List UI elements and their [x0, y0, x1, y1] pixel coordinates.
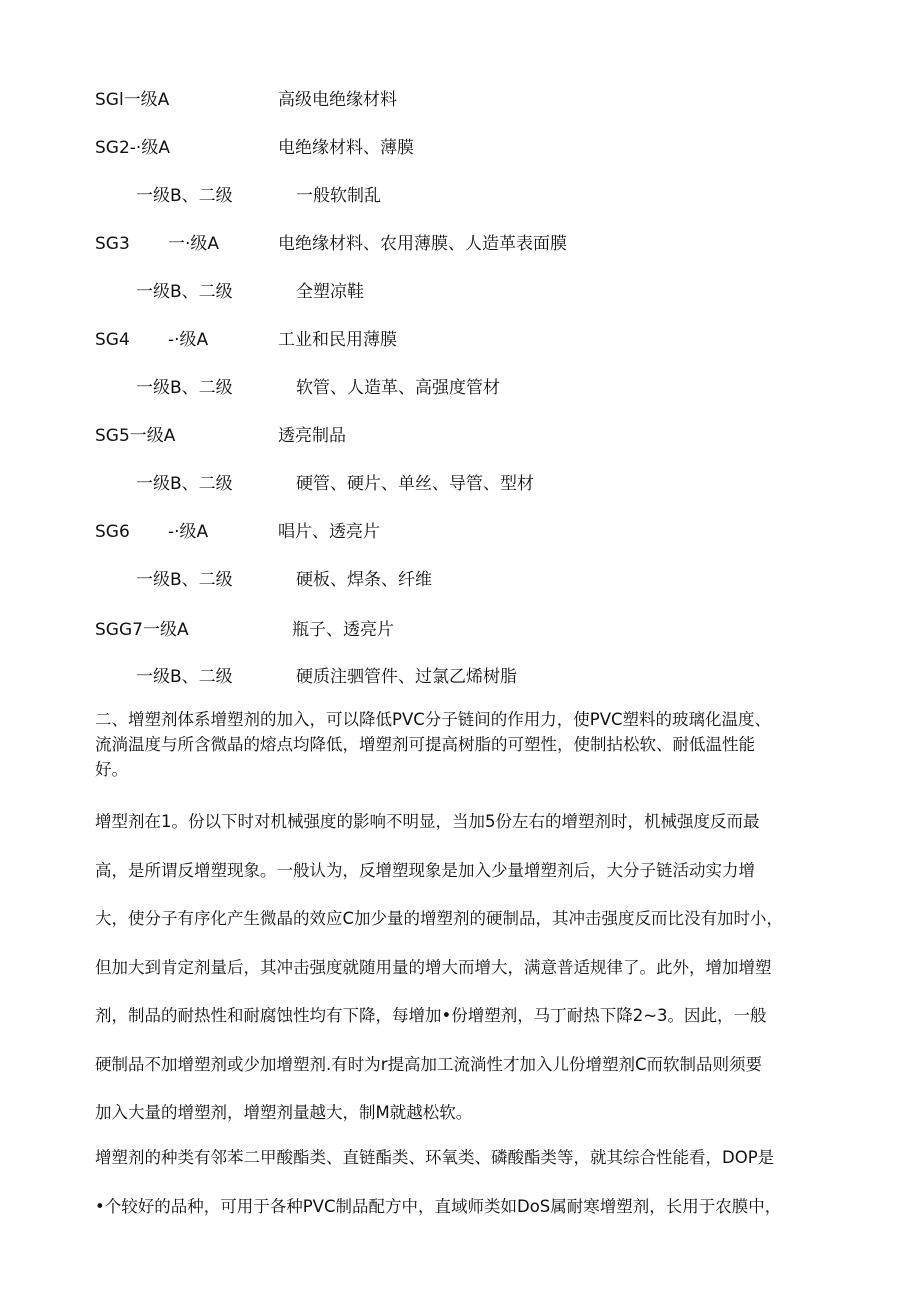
- grade-label: SG5一级A: [95, 426, 176, 446]
- paragraph-plasticizer-types: [95, 1133, 855, 1231]
- grade-level: 一·级A: [168, 234, 220, 254]
- text-line: 流淌温度与所含微晶的熔点均降低，增塑剂可提高树脂的可塑性，使制拈松软、耐低温性能: [95, 735, 755, 754]
- grade-label: SG4: [95, 330, 130, 350]
- grade-row: [0, 232, 920, 256]
- grade-row: [0, 618, 920, 642]
- grade-use: 硬板、焊条、纤维: [296, 570, 432, 590]
- grade-level: -·级A: [168, 330, 209, 350]
- grade-row: [0, 424, 920, 448]
- grade-use: 唱片、透亮片: [278, 522, 380, 542]
- grade-label: SG2-·级A: [95, 138, 170, 158]
- grade-sublevel: 一级B、二级: [136, 378, 233, 398]
- text-line: 好。: [95, 760, 128, 779]
- grade-subrow: [0, 665, 920, 689]
- text-line: 加入大量的增塑剂，增塑剂量越大，制M就越松软。: [95, 1103, 473, 1122]
- grade-sublevel: 一级B、二级: [136, 282, 233, 302]
- text-line: 增塑剂的种类有邻苯二甲酸酯类、直链酯类、环氧类、磷酸酯类等，就其综合性能看，DOP是: [95, 1148, 775, 1167]
- grade-subrow: [0, 376, 920, 400]
- grade-subrow: [0, 184, 920, 208]
- text-line: 高，是所谓反增塑现象。一般认为，反增塑现象是加入少量增塑剂后，大分子链活动实力增: [95, 860, 755, 880]
- text-line: 大，使分子有序化产生微晶的效应C加少量的增塑剂的硬制品，其冲击强度反而比没有加时小，: [95, 909, 784, 928]
- text-line: •个较好的品种，可用于各种PVC制品配方中，直域师类如DoS属耐寒增塑剂，长用于农膜中，: [95, 1197, 782, 1216]
- grade-label: SGl一级A: [95, 90, 170, 110]
- grade-use: 硬管、硬片、单丝、导管、型材: [296, 474, 534, 494]
- grade-use: 硬质注驷管件、过氯乙烯树脂: [296, 667, 517, 687]
- grade-use: 瓶子、透亮片: [292, 620, 394, 640]
- grade-subrow: [0, 280, 920, 304]
- text-line: 硬制品不加增塑剂或少加增塑剂.有时为r提高加工流淌性才加入儿份增塑剂C而软制品则须要: [95, 1054, 763, 1074]
- grade-row: [0, 520, 920, 544]
- grade-sublevel: 一级B、二级: [136, 667, 233, 687]
- text-line: 增型剂在1。份以下时对机械强度的影响不明显，当加5份左右的增塑剂时，机械强度反而最: [95, 812, 760, 831]
- paragraph-plasticizer-system: [95, 707, 855, 782]
- grade-use: 电绝缘材料、薄膜: [278, 138, 414, 158]
- grade-use: 电绝缘材料、农用薄膜、人造革表面膜: [278, 234, 567, 254]
- grade-use: 软管、人造革、高强度管材: [296, 378, 500, 398]
- grade-use: 透亮制品: [278, 426, 346, 446]
- grade-row: [0, 88, 920, 112]
- text-line: 二、增塑剂体系增塑剂的加入，可以降低PVC分子链间的作用力，使PVC塑料的玻璃化温度、: [95, 710, 772, 729]
- grade-subrow: [0, 472, 920, 496]
- grade-label: SGG7一级A: [95, 620, 189, 640]
- grade-use: 高级电绝缘材料: [278, 90, 397, 110]
- paragraph-anti-plasticization: [95, 798, 855, 1138]
- grade-label: SG3: [95, 234, 130, 254]
- grade-row: [0, 136, 920, 160]
- grade-level: -·级A: [168, 522, 209, 542]
- text-line: 但加大到肯定剂量后，其冲击强度就随用量的增大而增大，满意普适规律了。此外，增加增塑: [95, 957, 772, 977]
- grade-label: SG6: [95, 522, 130, 542]
- grade-row: [0, 328, 920, 352]
- grade-sublevel: 一级B、二级: [136, 186, 233, 206]
- grade-sublevel: 一级B、二级: [136, 570, 233, 590]
- grade-use: 工业和民用薄膜: [278, 330, 397, 350]
- text-line: 剂，制品的耐热性和耐腐蚀性均有下降，每增加•份增塑剂，马丁耐热下降2~3。因此，一般: [95, 1006, 767, 1025]
- grade-use: 全塑凉鞋: [296, 282, 364, 302]
- grade-sublevel: 一级B、二级: [136, 474, 233, 494]
- grade-subrow: [0, 568, 920, 592]
- grade-use: 一般软制乱: [296, 186, 381, 206]
